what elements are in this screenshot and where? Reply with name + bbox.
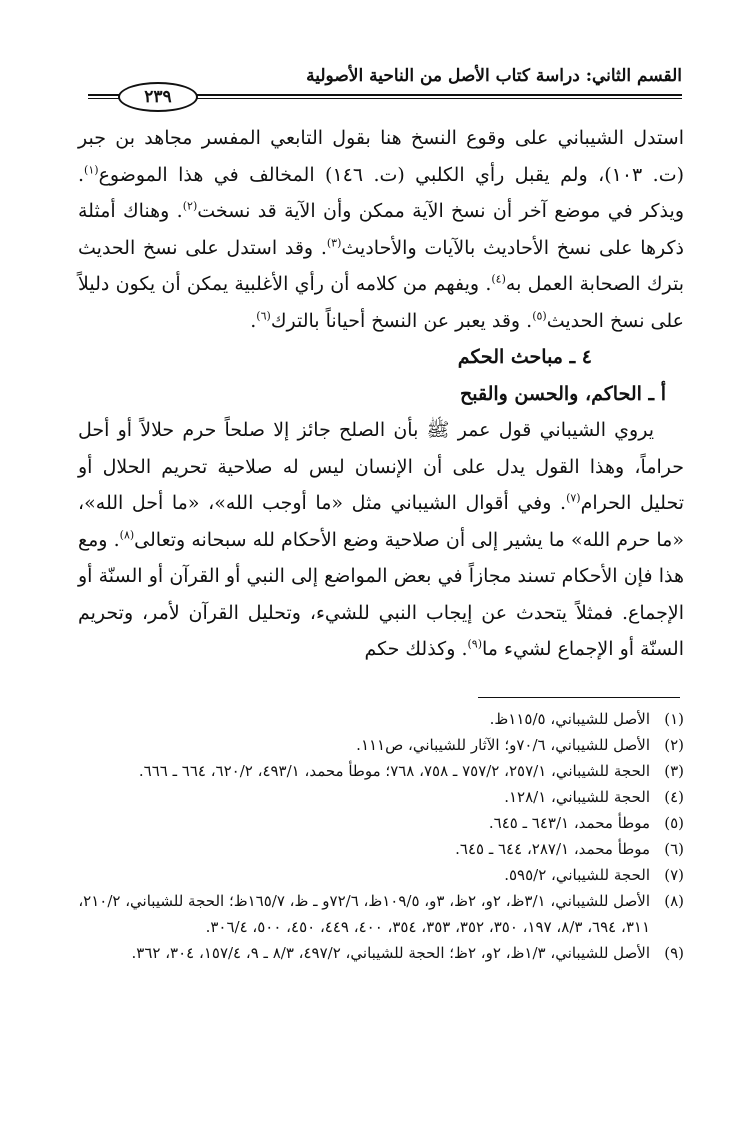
text-run: . وقد يعبر عن النسخ أحياناً بالترك — [270, 309, 533, 332]
footnote — [78, 706, 684, 732]
footnote — [78, 784, 684, 810]
footnote-number: (١) — [664, 710, 684, 728]
text-run: . ويفهم من كلامه أن رأي الأغلبية يمكن أن يكون دليلاً على نسخ الحديث — [78, 273, 684, 332]
footnote — [78, 836, 684, 862]
text-run: . وفي أقوال الشيباني مثل «ما أوجب الله»، «ما أحل الله»، «ما حرم الله» ما يشير إلى أن صلاحية وضع الأحكام لله سبحانه وتعالى — [78, 492, 684, 551]
footnote-text: الحجة للشيباني، ١٢٨/١. — [504, 788, 650, 806]
footnote-number: (٨) — [664, 892, 684, 910]
footnote-ref[interactable]: (٨) — [119, 528, 135, 542]
footnote — [78, 732, 684, 758]
footnote-separator — [478, 697, 680, 698]
footnote — [78, 758, 684, 784]
page-number: ٢٣٩ — [118, 82, 198, 112]
text-run: . وقد استدل على نسخ الحديث بترك الصحابة العمل به — [78, 236, 684, 295]
paragraph-abrogation — [78, 120, 684, 339]
footnote-number: (٧) — [664, 866, 684, 884]
text-run: . ويذكر في موضع آخر أن نسخ الآية ممكن وأن الآية قد نسخت — [78, 163, 684, 222]
footnote-text: موطأ محمد، ٦٤٣/١ ـ ٦٤٥. — [488, 814, 650, 832]
text-run: . — [250, 309, 257, 332]
footnotes — [78, 706, 684, 966]
footnote-ref[interactable]: (٩) — [467, 637, 482, 651]
footnote-text: الأصل للشيباني، ٧٠/٦و؛ الآثار للشيباني، ص١١١. — [356, 736, 650, 754]
footnote-number: (٩) — [664, 944, 684, 962]
footnote-number: (٥) — [664, 814, 684, 832]
footnote — [78, 940, 684, 966]
footnote — [78, 810, 684, 836]
footnote-ref[interactable]: (١) — [84, 163, 99, 177]
text-run: . وهناك أمثلة ذكرها على نسخ الأحاديث بالآيات والأحاديث — [78, 200, 684, 259]
text-run: . وكذلك حكم — [364, 638, 468, 660]
running-header — [88, 62, 682, 106]
footnote-ref[interactable]: (٣) — [326, 236, 342, 250]
text-run: استدل الشيباني على وقوع النسخ هنا بقول التابعي المفسر مجاهد بن جبر (ت. ١٠٣)، ولم يقبل رأي الكلبي (ت. ١٤٦) المخالف في هذا الموضوع — [78, 127, 684, 186]
footnote — [78, 862, 684, 888]
footnote-ref[interactable]: (٥) — [532, 309, 547, 323]
footnote-ref[interactable]: (٢) — [182, 199, 198, 213]
footnote-text: الأصل للشيباني، ٣/١ظ، ٢و، ٢ظ، ٣و، ١٠٩/٥ظ، ٧٢/٦و ـ ظ، ١٦٥/٧ظ؛ الحجة للشيباني، ٢١٠/٢، ٣١١، ٦٩٤، ٨/٣، ١٩٧، ٣٥٠، ٣٥٢، ٣٥٣، ٣٥٤، ٤٠٠، ٤٤٩، ٤٥٠، ٥٠٠، ٣٠٦/٤. — [78, 892, 650, 936]
text-run: . ومع هذا فإن الأحكام تسند مجازاً في بعض المواضع إلى النبي أو القرآن أو السنّة أو الإجماع. فمثلاً يتحدث عن إيجاب النبي للشيء، وتحليل القرآن لأمر، وتحريم السنّة أو الإجماع لشيء ما — [78, 528, 684, 660]
footnote-text: الأصل للشيباني، ١/٣ظ، ٢و، ٢ظ؛ الحجة للشيباني، ٤٩٧/٢، ٨/٣ ـ ٩، ١٥٧/٤، ٣٠٤، ٣٦٢. — [131, 944, 650, 962]
footnote-number: (٦) — [664, 840, 684, 858]
footnote-text: موطأ محمد، ٢٨٧/١، ٦٤٤ ـ ٦٤٥. — [455, 840, 650, 858]
text-run: يروي الشيباني قول عمر ﷺ بأن الصلح جائز إلا صلحاً حرم حلالاً أو أحل حراماً، وهذا القول يدل على أن الإنسان ليس له صلاحية تحريم الحلال أو تحليل الحرام — [78, 419, 684, 514]
footnote-text: الحجة للشيباني، ٥٩٥/٢. — [504, 866, 650, 884]
footnote-ref[interactable]: (٤) — [491, 272, 506, 286]
footnote-ref[interactable]: (٦) — [256, 309, 271, 323]
footnote — [78, 888, 684, 940]
paragraph-ruler — [78, 412, 684, 668]
section-heading: ٤ ـ مباحث الحكم — [457, 346, 592, 368]
footnote-number: (٤) — [664, 788, 684, 806]
footnote-number: (٢) — [664, 736, 684, 754]
footnote-ref[interactable]: (٧) — [566, 491, 581, 505]
footnote-text: الأصل للشيباني، ١١٥/٥ظ. — [489, 710, 650, 728]
subsection-heading: أ ـ الحاكم، والحسن والقبح — [459, 382, 666, 405]
footnote-number: (٣) — [664, 762, 684, 780]
header-title: القسم الثاني: دراسة كتاب الأصل من الناحية الأصولية — [306, 66, 682, 86]
footnote-text: الحجة للشيباني، ٢٥٧/١، ٧٥٧/٢ ـ ٧٥٨، ٧٦٨؛ موطأ محمد، ٤٩٣/١، ٦٢٠/٢، ٦٦٤ ـ ٦٦٦. — [138, 762, 650, 780]
main-text — [78, 120, 684, 668]
